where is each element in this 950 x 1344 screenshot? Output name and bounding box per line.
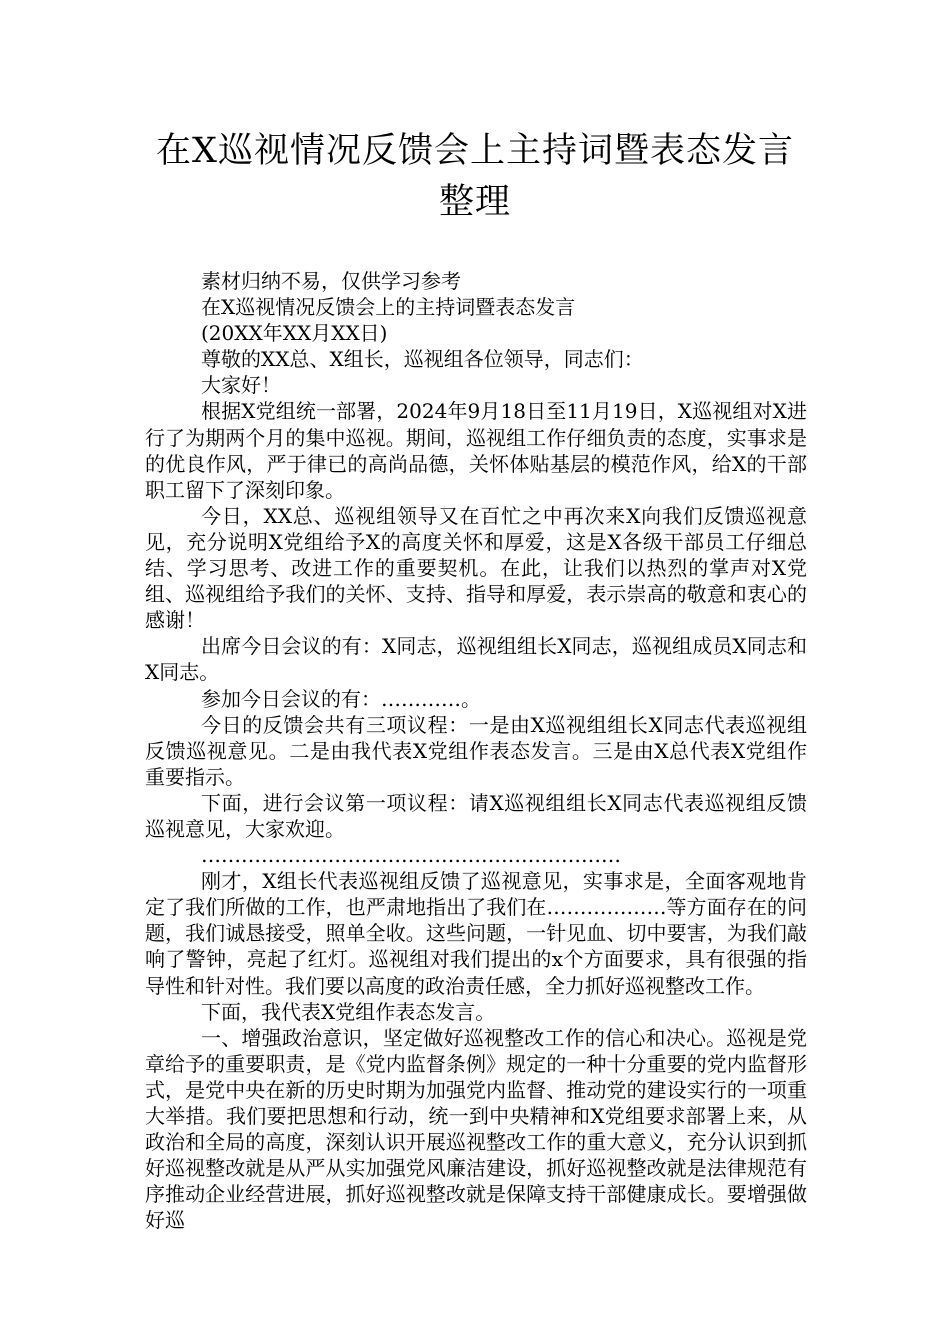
paragraph-ellipsis: ……………………………………………………… [201,843,621,868]
document-title-line-2: 整理 [438,182,511,222]
paragraph-greeting: 大家好！ [201,373,281,398]
paragraph-date: (20XX年XX月XX日) [201,321,388,346]
paragraph-background: 根据X党组统一部署，2024年9月18日至11月19日，X巡视组对X进行了为期两个月的集中巡视。期间，巡视组工作仔细负责的态度，实事求是的优良作风，严于律已的高尚品德，关怀体贴基层的模范作风，给X的干部职工留下了深刻印象。 [145,399,807,502]
paragraph-thanks: 今日，XX总、巡视组领导又在百忙之中再次来X向我们反馈巡视意见，充分说明X党组给予X的高度关怀和厚爱，这是X各级干部员工仔细总结、学习思考、改进工作的重要契机。在此，让我们以热烈的掌声对X党组、巡视组给予我们的关怀、支持、指导和厚爱，表示崇高的敬意和衷心的感谢！ [145,503,807,633]
paragraph-salutation: 尊敬的XX总、X组长，巡视组各位领导，同志们： [201,347,644,372]
paragraph-attendees: 出席今日会议的有：X同志，巡视组组长X同志，巡视组成员X同志和X同志。 [145,634,807,685]
document-body [145,268,807,1233]
paragraph-material-note: 素材归纳不易，仅供学习参考 [201,269,461,293]
paragraph-response: 刚才，X组长代表巡视组反馈了巡视意见，实事求是，全面客观地肯定了我们所做的工作，也严肃地指出了我们在………………等方面存在的问题，我们诚恳接受，照单全收。这些问题，一针见血、切中要害，为我们敲响了警钟，亮起了红灯。巡视组对我们提出的x个方面要求，具有很强的指导性和针对性。我们要以高度的政治责任感，全力抓好巡视整改工作。 [145,869,807,998]
paragraph-statement-intro: 下面，我代表X党组作表态发言。 [201,999,496,1024]
document-title-line-1: 在X巡视情况反馈会上主持词暨表态发言 [156,131,794,171]
paragraph-point-one: 一、增强政治意识，坚定做好巡视整改工作的信心和决心。巡视是党章给予的重要职责，是《党内监督条例》规定的一种十分重要的党内监督形式，是党中央在新的历史时期为加强党内监督、推动党的建设实行的一项重大举措。我们要把思想和行动，统一到中央精神和X党组要求部署上来，从政治和全局的高度，深刻认识开展巡视整改工作的重大意义，充分认识到抓好巡视整改就是从严从实加强党风廉洁建设，抓好巡视整改就是法律规范有序推动企业经营进展，抓好巡视整改就是保障支持干部健康成长。要增强做好巡 [145,1025,807,1233]
paragraph-subtitle: 在X巡视情况反馈会上的主持词暨表态发言 [201,295,576,320]
paragraph-agenda: 今日的反馈会共有三项议程：一是由X巡视组组长X同志代表巡视组反馈巡视意见。二是由我代表X党组作表态发言。三是由X总代表X党组作重要指示。 [145,712,807,789]
paragraph-first-item: 下面，进行会议第一项议程：请X巡视组组长X同志代表巡视组反馈巡视意见，大家欢迎。 [145,790,807,841]
paragraph-participants: 参加今日会议的有：…………。 [201,686,481,711]
